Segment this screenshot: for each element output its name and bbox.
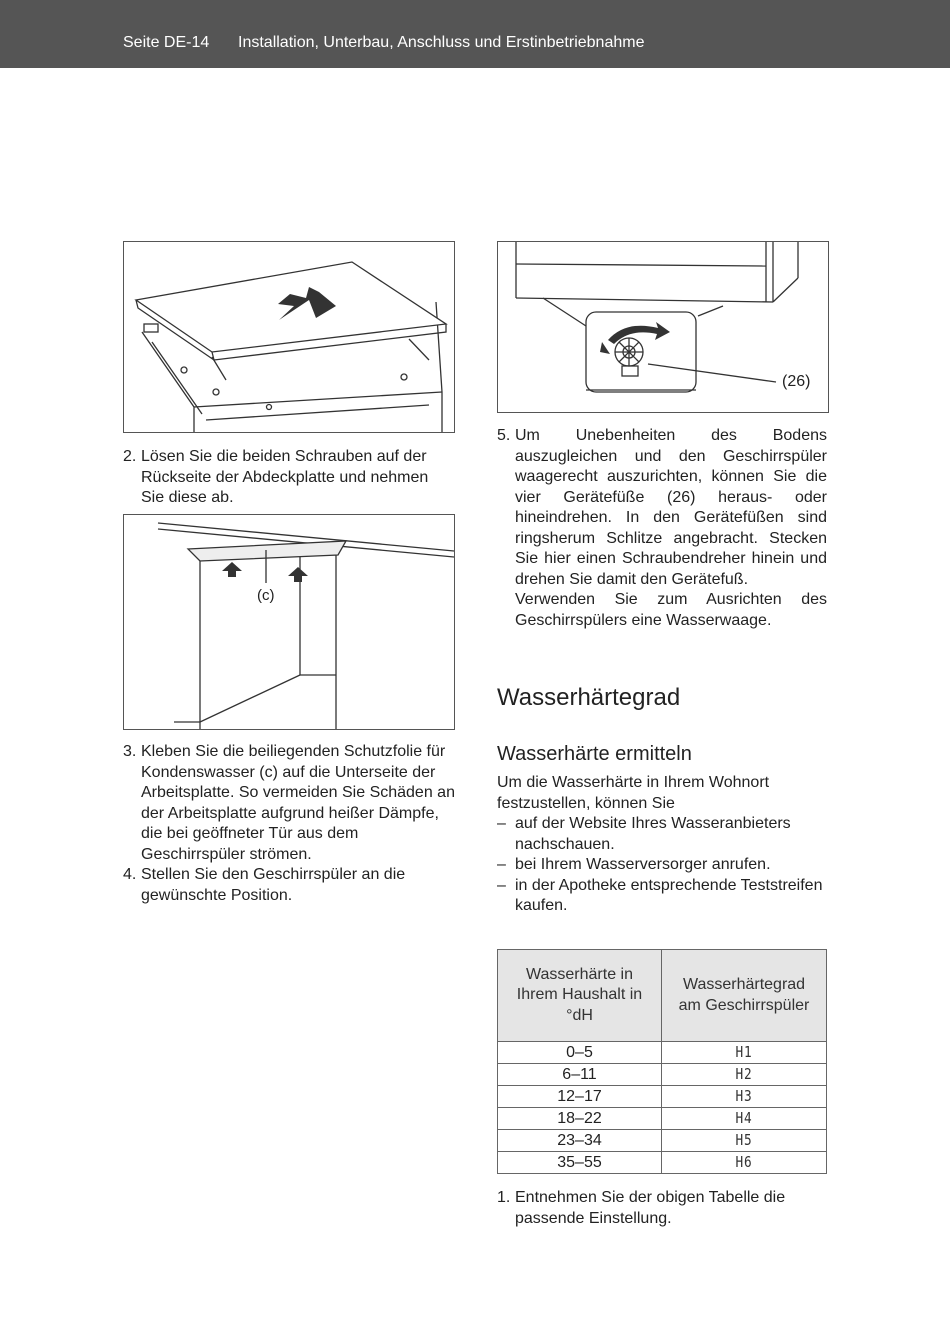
hardness-setting: H2 (662, 1064, 827, 1086)
hardness-range: 0–5 (498, 1042, 662, 1064)
list-item-text: in der Apotheke entsprechende Teststreifen kaufen. (515, 876, 823, 914)
up-arrow-icon (288, 567, 308, 582)
step-text: Kleben Sie die beiliegenden Schutzfolie für Kondenswasser (c) auf die Unterseite der Arbeitsplatte. So vermeiden Sie Schäden an der Arbeitsplatte aufgrund heißer Dämpfe, die bei geöffneter Tür aus dem Geschirrspüler strömen. (141, 743, 455, 863)
figure-adjustable-feet (497, 241, 829, 413)
step-text: Stellen Sie den Geschirrspüler an die gewünschte Position. (141, 866, 406, 904)
table-row (498, 1108, 827, 1130)
step-text: Lösen Sie die beiden Schrauben auf der Rückseite der Abdeckplatte und nehmen Sie diese ab. (141, 448, 429, 506)
table-row (498, 1130, 827, 1152)
step-4 (123, 865, 455, 906)
hardness-range: 23–34 (498, 1130, 662, 1152)
page-header (0, 0, 950, 68)
step-text-note: Verwenden Sie zum Ausrichten des Geschirrspülers eine Wasserwaage. (515, 591, 827, 629)
table-row (498, 1064, 827, 1086)
up-arrow-icon (222, 562, 242, 577)
step-number: 4. (123, 866, 137, 883)
subsection-title: Wasserhärte ermitteln (497, 743, 692, 765)
figure-protective-foil (123, 514, 455, 730)
step-text: Entnehmen Sie der obigen Tabelle die passende Einstellung. (515, 1189, 786, 1227)
hardness-setting: H1 (662, 1042, 827, 1064)
step-number: 1. (497, 1189, 511, 1206)
step-number: 5. (497, 427, 511, 444)
hardness-setting: H6 (662, 1152, 827, 1174)
list-item-text: auf der Website Ihres Wasseranbieters nachschauen. (515, 815, 791, 853)
hardness-range: 6–11 (498, 1064, 662, 1086)
step-list-final (497, 1188, 827, 1229)
figure-cover-plate (123, 241, 455, 433)
hardness-setting: H4 (662, 1108, 827, 1130)
hardness-setting: H5 (662, 1130, 827, 1152)
hardness-range: 12–17 (498, 1086, 662, 1108)
dash-bullet: – (497, 815, 506, 832)
cover-plate-illustration (124, 242, 454, 432)
hardness-setting: H3 (662, 1086, 827, 1108)
step-text: Um Unebenheiten des Bodens auszugleichen und den Geschirrspüler waagerecht auszurichten, können Sie die vier Gerätefüße (26) heraus- oder hineindrehen. In den Gerätefüßen sind ringsherum Schlitze angebracht. Stecken Sie hier einen Schraubendreher hinein und drehen Sie damit den Gerätefuß. (515, 427, 827, 588)
protective-foil-illustration (124, 515, 454, 729)
section-title: Wasserhärtegrad (497, 684, 681, 711)
chapter-title: Installation, Unterbau, Anschluss und Erstinbetriebnahme (238, 34, 645, 51)
step-3 (123, 742, 455, 865)
option-list (497, 814, 827, 917)
table-row (498, 1152, 827, 1174)
table-row (498, 1042, 827, 1064)
dash-bullet: – (497, 856, 506, 873)
step-5 (497, 426, 827, 631)
dash-bullet: – (497, 876, 506, 894)
adjustable-feet-illustration (498, 242, 828, 412)
list-item (497, 876, 827, 917)
table-header: Wasserhärtegrad am Geschirrspüler (662, 950, 827, 1042)
list-item (497, 814, 827, 855)
step-list-5 (497, 426, 827, 631)
intro-text: Um die Wasserhärte in Ihrem Wohnort festzustellen, können Sie (497, 774, 770, 812)
step-number: 2. (123, 448, 137, 465)
step-number: 3. (123, 743, 137, 760)
figure-label-26: (26) (782, 373, 811, 390)
page-number: Seite DE-14 (123, 34, 210, 51)
water-hardness-table (497, 949, 827, 1174)
step-list-2 (123, 447, 453, 509)
list-item-text: bei Ihrem Wasserversorger anrufen. (515, 856, 771, 873)
step-1 (497, 1188, 827, 1229)
step-2 (123, 447, 453, 509)
list-item (497, 855, 827, 876)
table-header: Wasserhärte in Ihrem Haushalt in °dH (498, 950, 662, 1042)
table-row (498, 1086, 827, 1108)
hardness-range: 18–22 (498, 1108, 662, 1130)
figure-label-c: (c) (257, 587, 275, 604)
hardness-range: 35–55 (498, 1152, 662, 1174)
step-list-3-4 (123, 742, 455, 906)
